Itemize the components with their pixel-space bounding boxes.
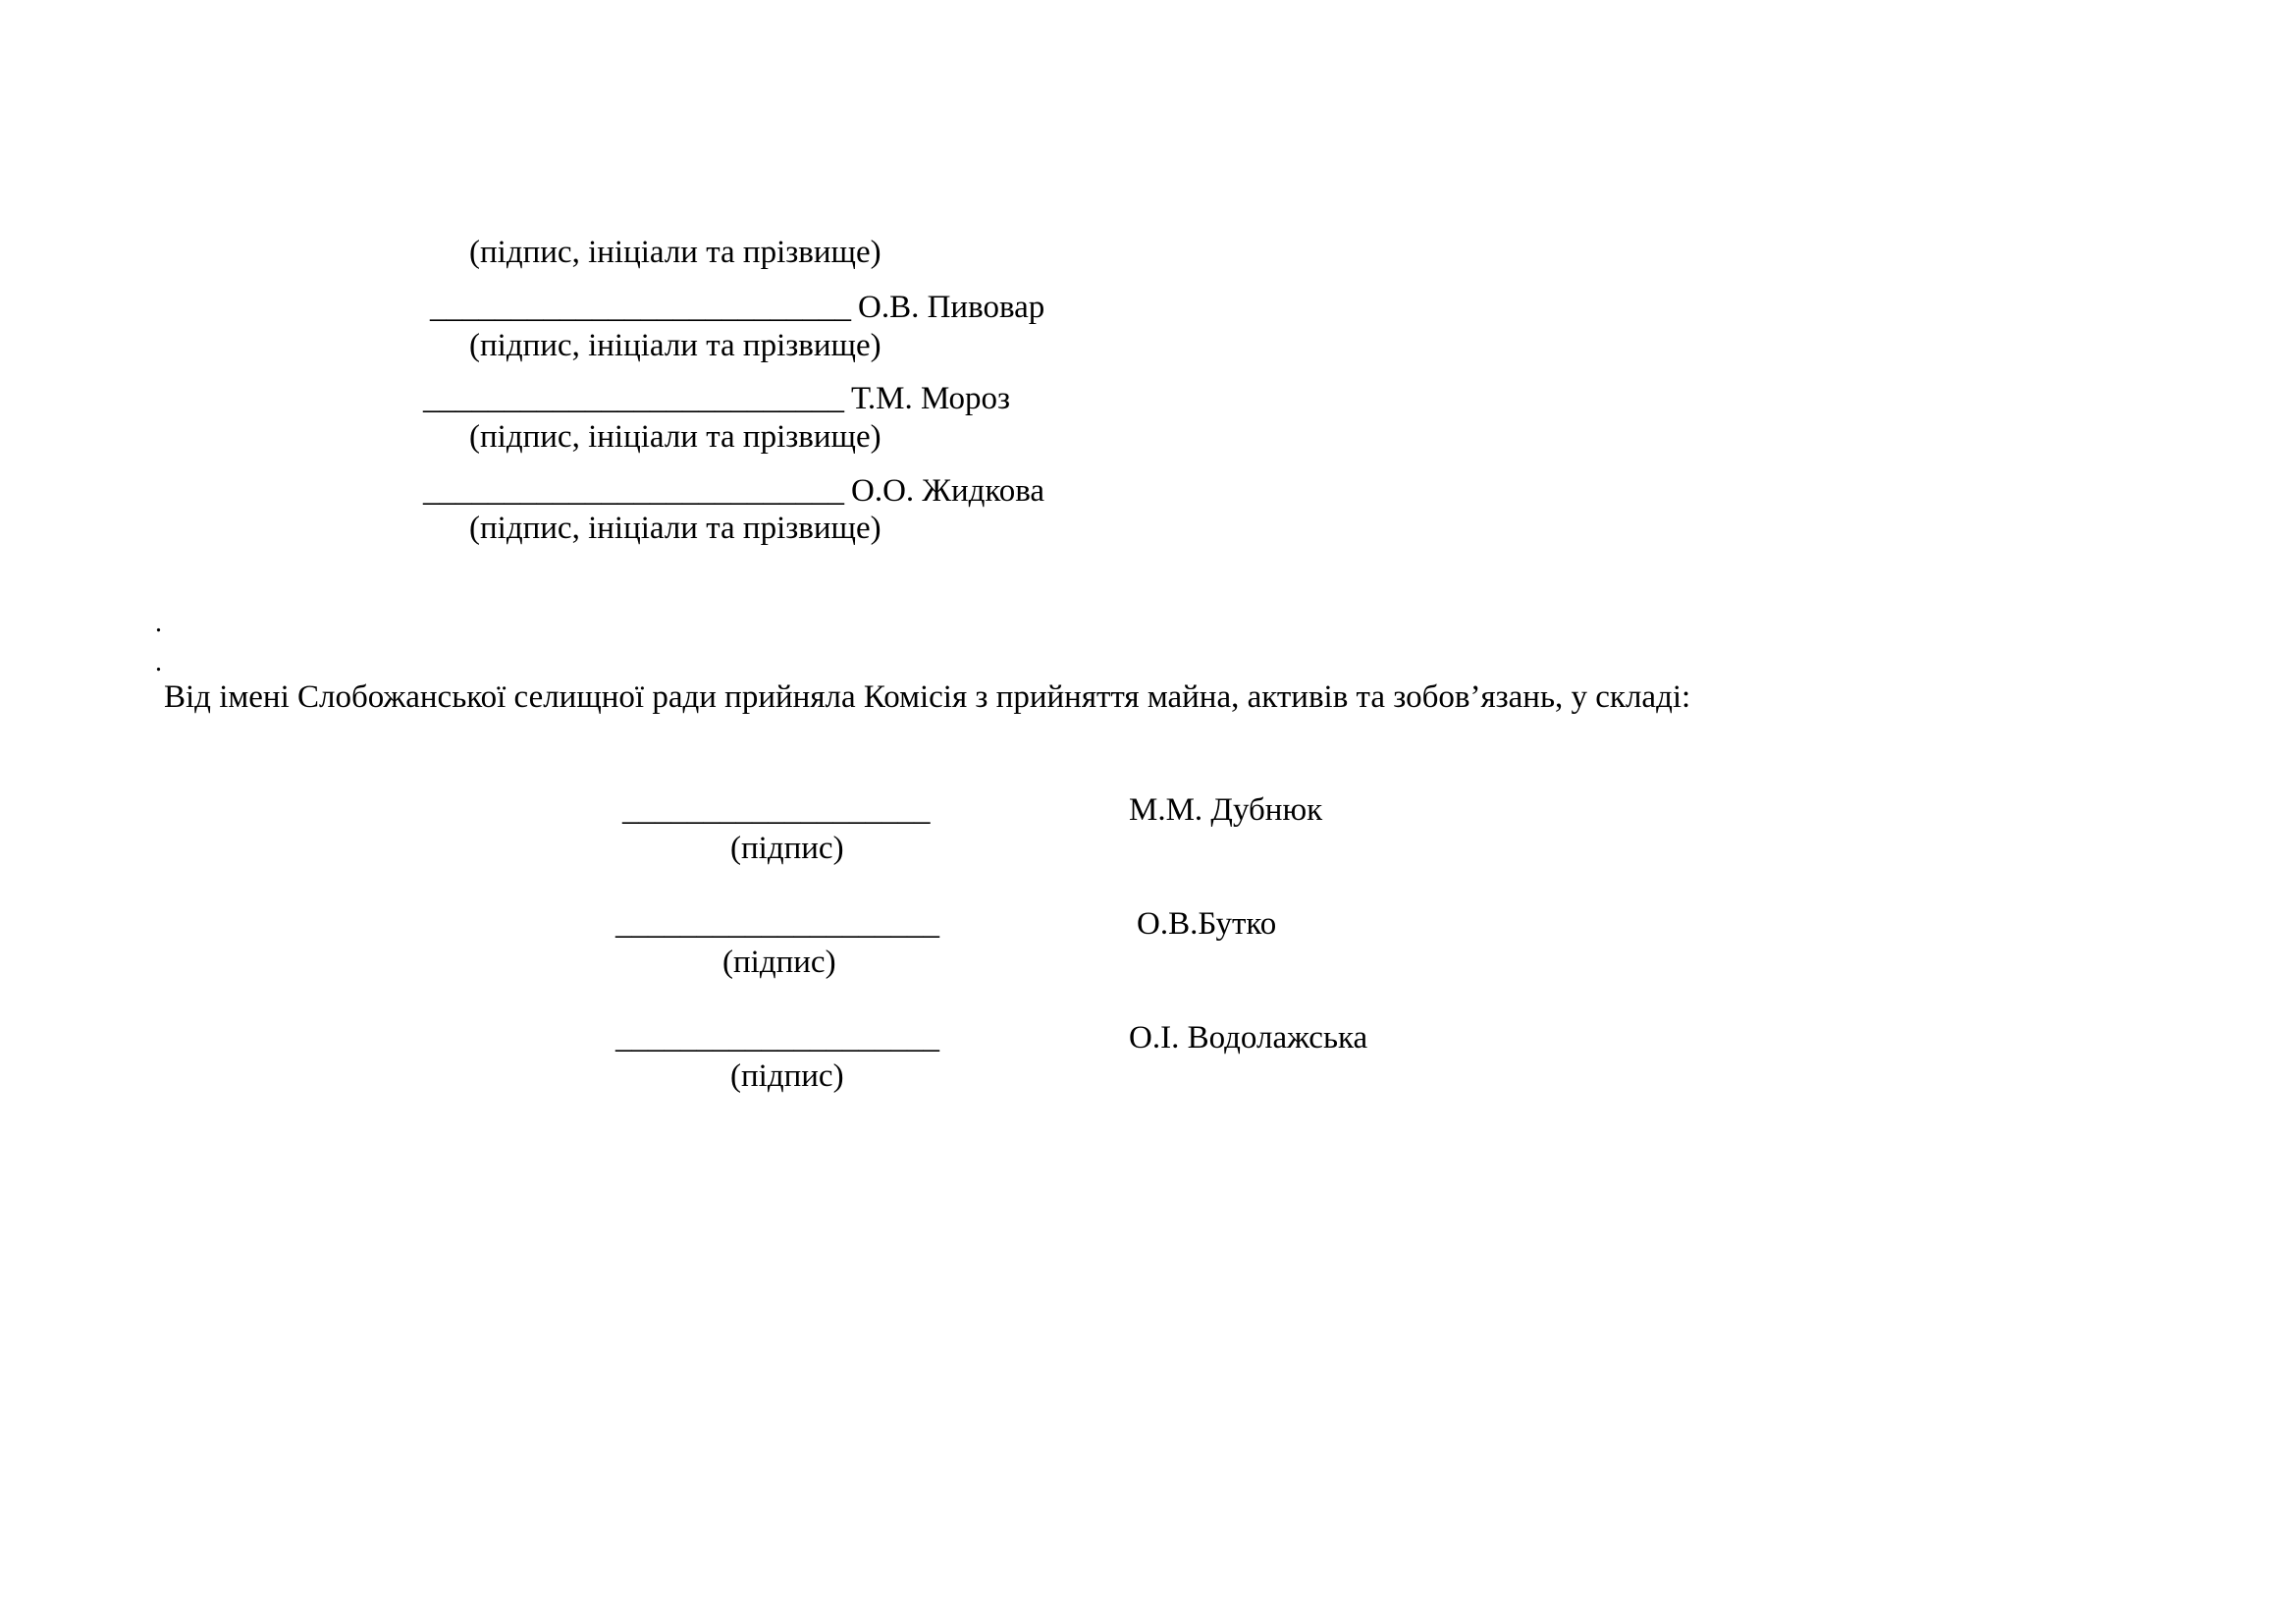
dot-mark: . <box>155 647 162 677</box>
signature-caption: (підпис) <box>730 1058 844 1094</box>
signatory-name: Т.М. Мороз <box>851 381 1011 416</box>
signature-caption: (підпис, ініціали та прізвище) <box>469 419 881 455</box>
dot-mark: . <box>155 608 162 638</box>
signature-line: ____________________ <box>615 1020 939 1056</box>
signature-line: __________________________ <box>423 473 844 509</box>
commission-statement: Від імені Слобожанської селищної ради прийняла Комісія з прийняття майна, активів та зобов’язань, у складі: <box>164 679 1691 715</box>
signatory-name: О.В. Пивовар <box>858 290 1045 325</box>
signatory-name: О.О. Жидкова <box>851 473 1045 509</box>
signature-line: ___________________ <box>622 792 931 828</box>
signature-caption: (підпис, ініціали та прізвище) <box>469 235 881 270</box>
commission-member-name: О.І. Водолажська <box>1129 1020 1368 1056</box>
signature-line: __________________________ <box>423 381 844 416</box>
signature-line: ____________________ <box>615 906 939 942</box>
signature-caption: (підпис) <box>722 945 836 980</box>
commission-member-name: М.М. Дубнюк <box>1129 792 1323 828</box>
signature-line: __________________________ <box>430 290 851 325</box>
commission-member-name: О.В.Бутко <box>1137 906 1277 942</box>
signature-caption: (підпис) <box>730 831 844 866</box>
signature-caption: (підпис, ініціали та прізвище) <box>469 511 881 546</box>
signature-caption: (підпис, ініціали та прізвище) <box>469 328 881 363</box>
